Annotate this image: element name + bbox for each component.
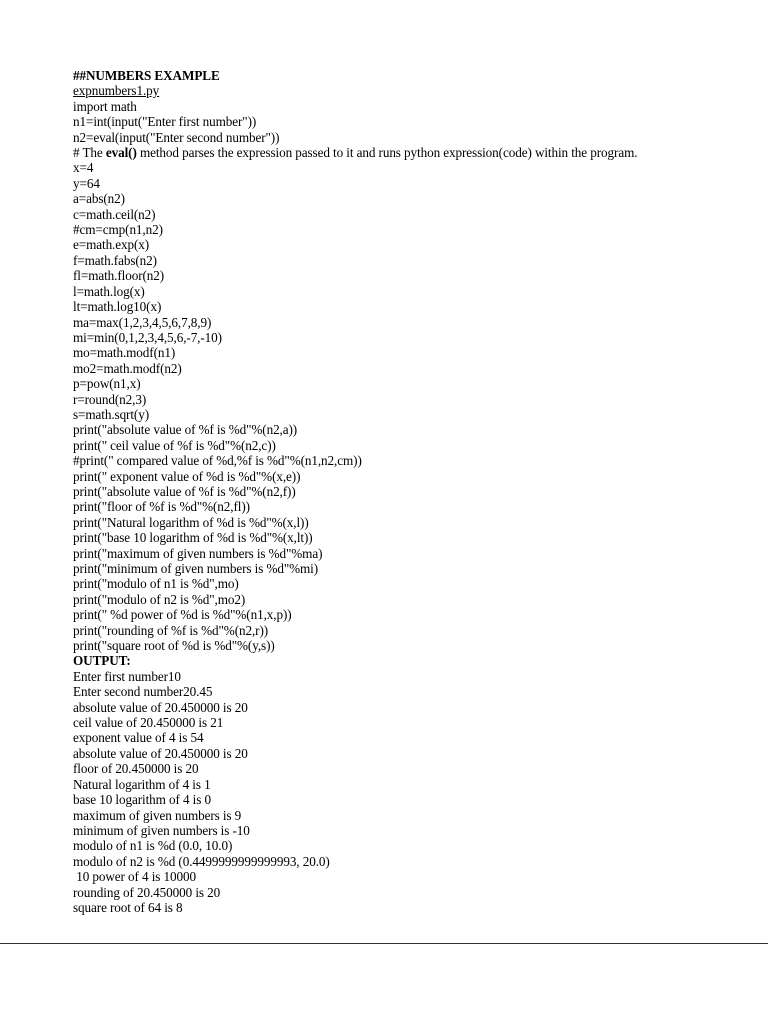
output-line: floor of 20.450000 is 20 — [73, 761, 199, 777]
output-line: modulo of n2 is %d (0.4499999999999993, 20.0) — [73, 853, 330, 869]
document-heading: ##NUMBERS EXAMPLE — [73, 68, 220, 83]
code-line: print("absolute value of %f is %d"%(n2,f)) — [73, 483, 296, 499]
output-line: ceil value of 20.450000 is 21 — [73, 715, 224, 731]
code-block-after-comment — [73, 160, 733, 653]
page-bottom-divider — [0, 943, 768, 944]
code-line: a=abs(n2) — [73, 191, 125, 207]
code-line: lt=math.log10(x) — [73, 299, 162, 315]
output-line: Enter first number10 — [73, 668, 181, 684]
code-line: print("minimum of given numbers is %d"%mi) — [73, 561, 319, 576]
code-line: print("absolute value of %f is %d"%(n2,a)) — [73, 422, 298, 438]
code-line: fl=math.floor(n2) — [73, 268, 165, 284]
code-line: mo=math.modf(n1) — [73, 345, 176, 361]
output-line: modulo of n1 is %d (0.0, 10.0) — [73, 838, 233, 854]
output-line: minimum of given numbers is -10 — [73, 822, 250, 838]
output-line: absolute value of 20.450000 is 20 — [73, 745, 248, 761]
output-heading: OUTPUT: — [73, 653, 131, 669]
comment-prefix: # The — [73, 145, 106, 161]
output-line: square root of 64 is 8 — [73, 899, 183, 915]
code-line: #cm=cmp(n1,n2) — [73, 222, 163, 238]
code-line: y=64 — [73, 175, 100, 191]
code-line: x=4 — [73, 160, 94, 176]
output-line: maximum of given numbers is 9 — [73, 807, 242, 823]
output-line: absolute value of 20.450000 is 20 — [73, 699, 248, 715]
code-line: print("modulo of n1 is %d",mo) — [73, 576, 239, 592]
output-line: exponent value of 4 is 54 — [73, 730, 204, 746]
comment-suffix: method parses the expression passed to it and runs python expression(code) within the program. — [136, 145, 638, 161]
code-line: print(" exponent value of %d is %d"%(x,e)) — [73, 468, 301, 484]
output-line: Enter second number20.45 — [73, 684, 213, 700]
code-line: print("Natural logarithm of %d is %d"%(x,l)) — [73, 514, 309, 530]
code-line: e=math.exp(x) — [73, 237, 150, 253]
output-line: Natural logarithm of 4 is 1 — [73, 776, 211, 792]
code-line: import math — [73, 98, 137, 114]
code-line: l=math.log(x) — [73, 283, 145, 299]
code-line: c=math.ceil(n2) — [73, 206, 156, 222]
code-block-before-comment — [73, 99, 733, 145]
code-line: mi=min(0,1,2,3,4,5,6,-7,-10) — [73, 329, 222, 345]
output-line: base 10 logarithm of 4 is 0 — [73, 792, 211, 808]
code-line: print("floor of %f is %d"%(n2,fl)) — [73, 499, 250, 515]
code-line: #print(" compared value of %d,%f is %d"%(n1,n2,cm)) — [73, 453, 362, 469]
code-line: print(" %d power of %d is %d"%(n1,x,p)) — [73, 607, 292, 623]
comment-keyword: eval() — [105, 145, 137, 161]
code-line: f=math.fabs(n2) — [73, 252, 157, 268]
code-line: print("rounding of %f is %d"%(n2,r)) — [73, 622, 269, 638]
code-line: mo2=math.modf(n2) — [73, 360, 182, 376]
code-line: r=round(n2,3) — [73, 391, 147, 407]
code-line: s=math.sqrt(y) — [73, 406, 149, 422]
code-line: p=pow(n1,x) — [73, 376, 141, 392]
code-line: print("modulo of n2 is %d",mo2) — [73, 591, 246, 607]
code-line: print(" ceil value of %f is %d"%(n2,c)) — [73, 437, 276, 453]
document-body — [73, 68, 733, 915]
eval-comment — [73, 145, 733, 160]
file-name: expnumbers1.py — [73, 83, 160, 99]
code-line: n1=int(input("Enter first number")) — [73, 114, 257, 130]
code-line: print("maximum of given numbers is %d"%ma) — [73, 545, 323, 561]
output-block — [73, 669, 733, 916]
code-line: n2=eval(input("Enter second number")) — [73, 129, 280, 145]
code-line: ma=max(1,2,3,4,5,6,7,8,9) — [73, 314, 212, 330]
code-line: print("base 10 logarithm of %d is %d"%(x,lt)) — [73, 530, 313, 546]
output-line: rounding of 20.450000 is 20 — [73, 884, 221, 900]
code-line: print("square root of %d is %d"%(y,s)) — [73, 638, 275, 654]
output-line: 10 power of 4 is 10000 — [73, 869, 196, 885]
